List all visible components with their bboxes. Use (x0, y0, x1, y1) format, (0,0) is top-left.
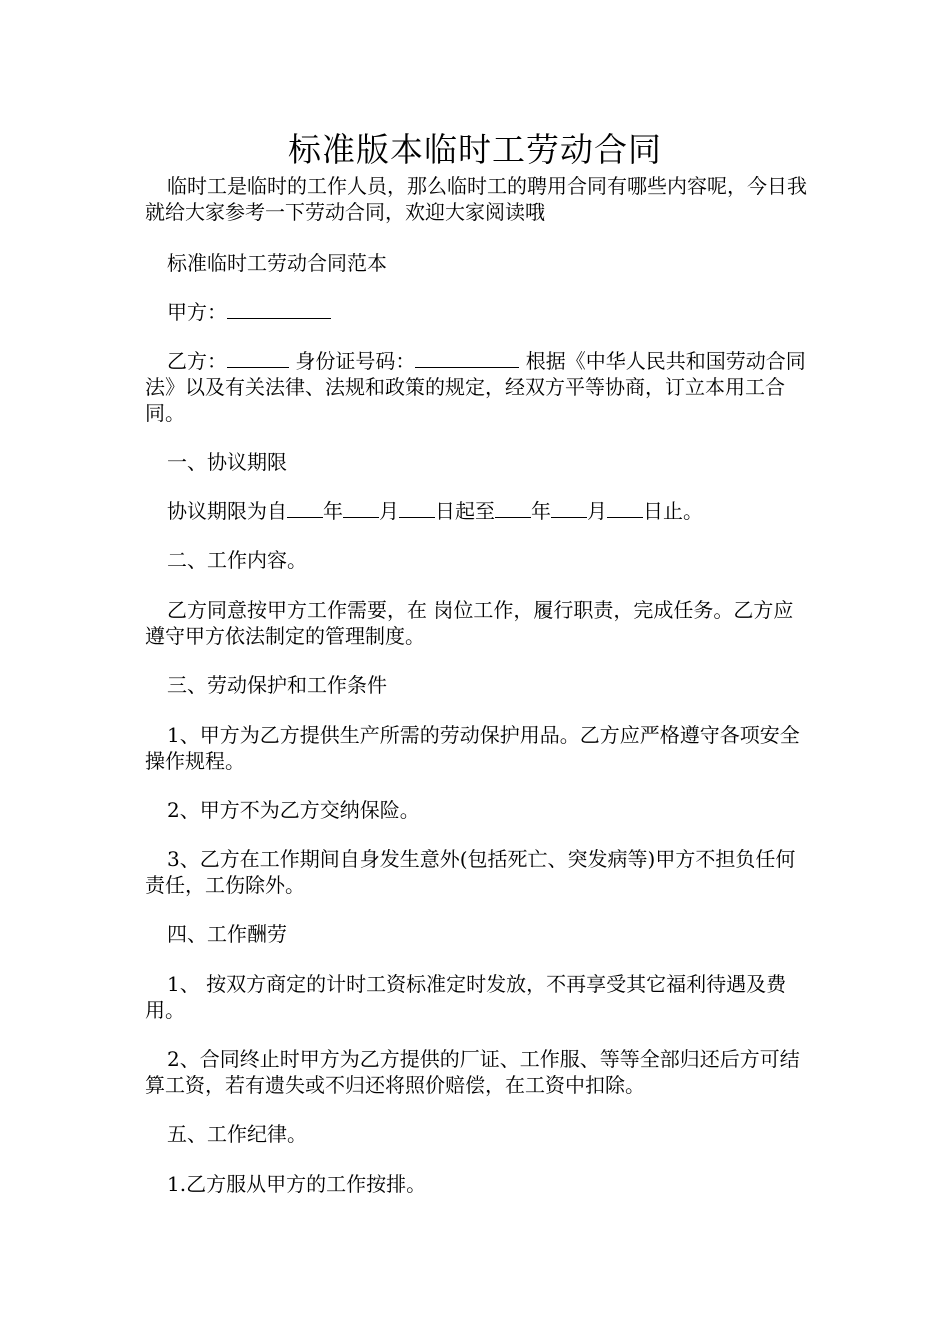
section-4-heading: 四、工作酬劳 (167, 922, 287, 946)
end-month-blank (551, 498, 587, 518)
party-b-label: 乙方： (167, 349, 227, 373)
month-label: 月 (379, 499, 399, 523)
section-4-item-1: 1、 按双方商定的计时工资标准定时发放，不再享受其它福利待遇及费用。 (145, 972, 787, 1022)
term-line (145, 498, 810, 524)
intro-paragraph: 临时工是临时的工作人员，那么临时工的聘用合同有哪些内容呢，今日我就给大家参考一下劳动合同，欢迎大家阅读哦 (145, 174, 807, 224)
start-month-blank (343, 498, 379, 518)
section-3-item-3: 3、乙方在工作期间自身发生意外(包括死亡、突发病等)甲方不担负任何责任，工伤除外。 (145, 847, 796, 897)
start-year-blank (287, 498, 323, 518)
party-b-paragraph (145, 348, 810, 426)
document-title: 标准版本临时工劳动合同 (288, 130, 662, 169)
section-1-heading: 一、协议期限 (167, 450, 287, 474)
id-number-label: 身份证号码： (295, 349, 416, 373)
id-number-blank (415, 348, 519, 368)
end-year-blank (495, 498, 531, 518)
month-label-2: 月 (587, 499, 607, 523)
section-5-heading: 五、工作纪律。 (167, 1122, 307, 1146)
end-day-blank (607, 498, 643, 518)
section-2-heading: 二、工作内容。 (167, 548, 307, 572)
start-day-blank (399, 498, 435, 518)
section-3-item-2: 2、甲方不为乙方交纳保险。 (167, 798, 420, 822)
end-day-label: 日止。 (643, 499, 703, 523)
year-label: 年 (323, 499, 343, 523)
section-5-item-1: 1.乙方服从甲方的工作按排。 (167, 1172, 427, 1196)
party-a-blank (227, 299, 331, 319)
party-a-line (145, 299, 810, 325)
party-b-blank (227, 348, 289, 368)
year-label-2: 年 (531, 499, 551, 523)
section-4-item-2: 2、合同终止时甲方为乙方提供的厂证、工作服、等等全部归还后方可结算工资，若有遗失或不归还将照价赔偿，在工资中扣除。 (145, 1047, 800, 1097)
section-2-paragraph: 乙方同意按甲方工作需要，在 岗位工作，履行职责，完成任务。乙方应遵守甲方依法制定的管理制度。 (145, 598, 794, 648)
term-text-start: 协议期限为自 (167, 499, 287, 523)
contract-subtitle: 标准临时工劳动合同范本 (167, 251, 387, 275)
party-b-text: 根据《中华人民共和国劳动合同法》以及有关法律、法规和政策的规定，经双方平等协商，订立本用工合同。 (145, 349, 806, 425)
section-3-heading: 三、劳动保护和工作条件 (167, 673, 387, 697)
start-day-label: 日起至 (435, 499, 495, 523)
party-a-label: 甲方： (167, 300, 227, 324)
section-3-item-1: 1、甲方为乙方提供生产所需的劳动保护用品。乙方应严格遵守各项安全操作规程。 (145, 723, 800, 773)
